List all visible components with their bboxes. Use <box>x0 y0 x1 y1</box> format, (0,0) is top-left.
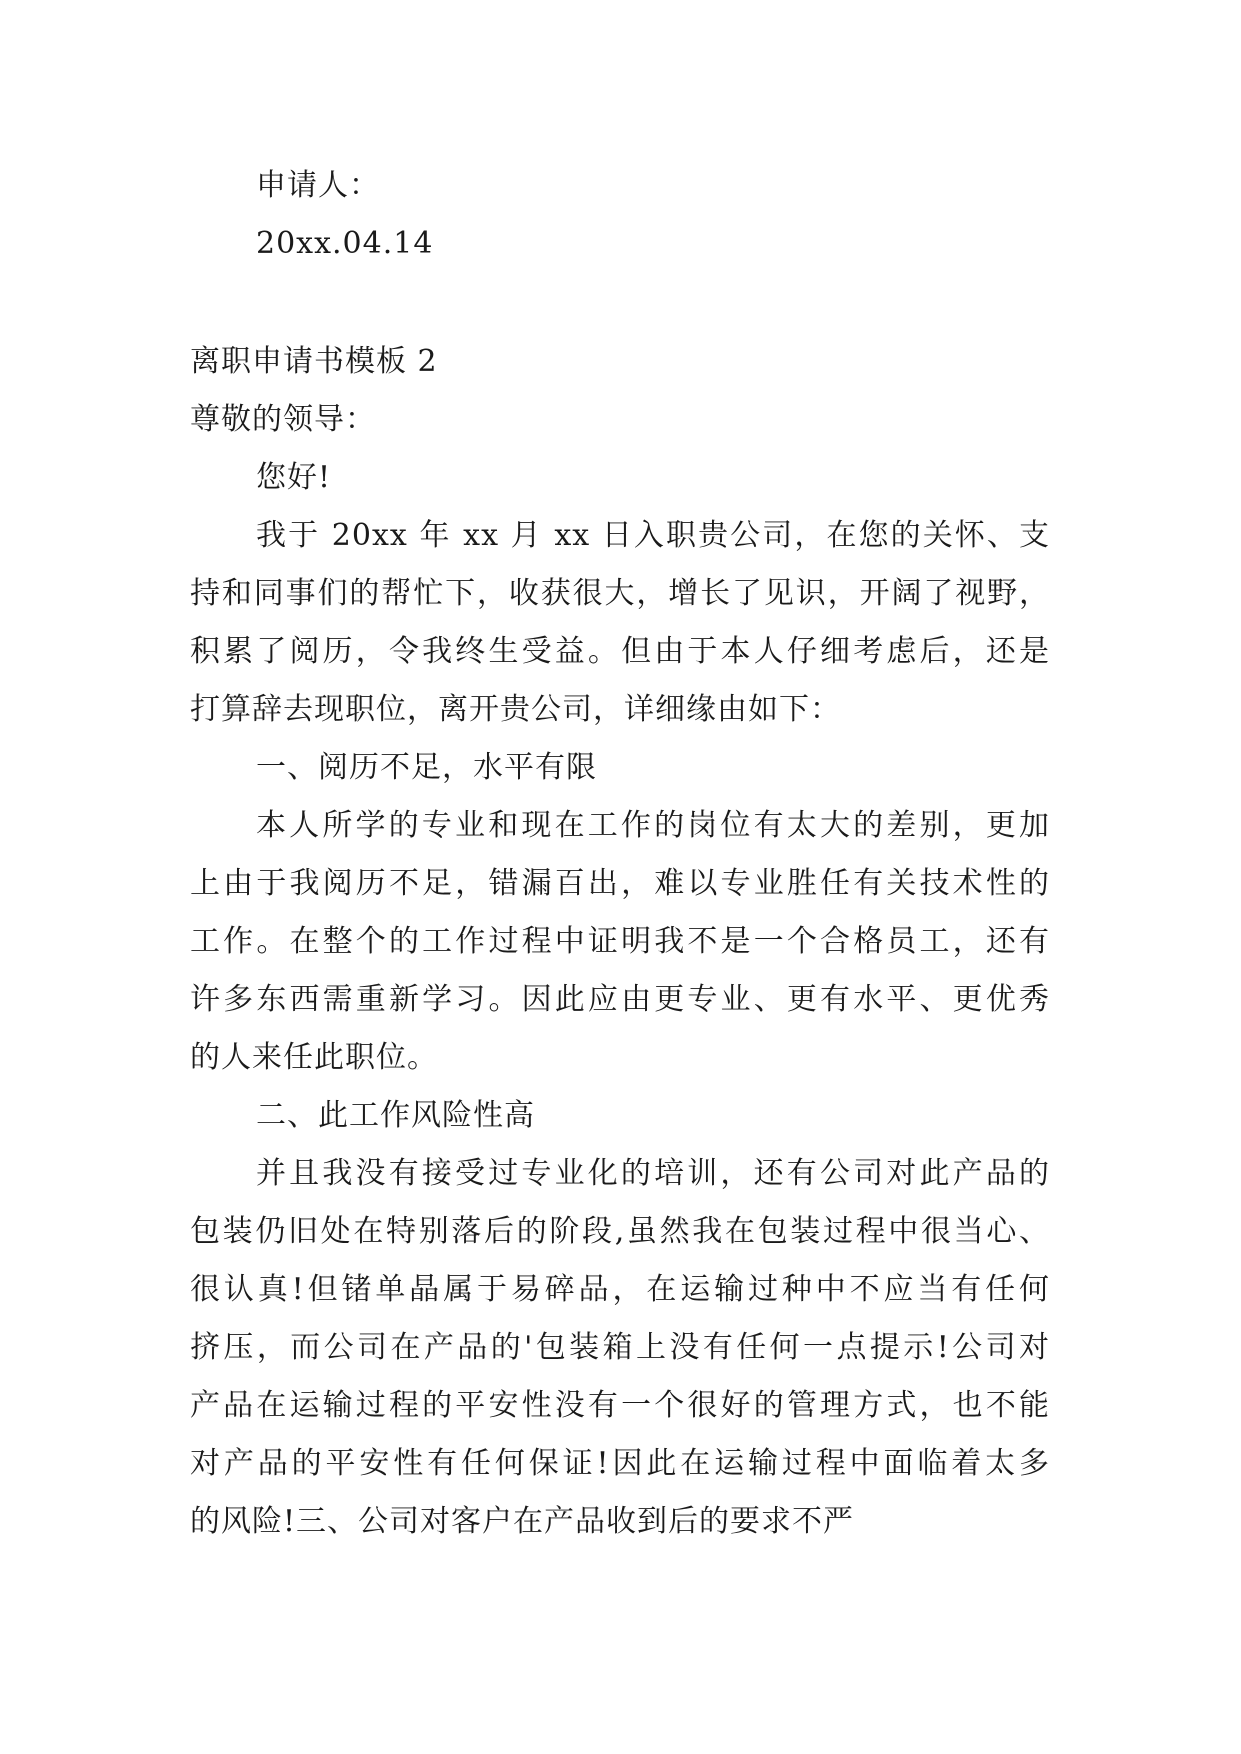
paragraph-line: 我于 20xx 年 xx 月 xx 日入职贵公司，在您的关怀、支 <box>256 518 1050 553</box>
paragraph-line: 工作。在整个的工作过程中证明我不是一个合格员工，还有 <box>190 924 1050 959</box>
paragraph-line: 持和同事们的帮忙下，收获很大，增长了见识，开阔了视野， <box>190 576 1050 611</box>
paragraph-line: 很认真!但锗单晶属于易碎品，在运输过种中不应当有任何 <box>190 1272 1050 1307</box>
section-heading: 二、此工作风险性高 <box>256 1098 535 1133</box>
paragraph-line: 挤压，而公司在产品的'包装箱上没有任何一点提示!公司对 <box>190 1330 1050 1365</box>
paragraph-line: 上由于我阅历不足，错漏百出，难以专业胜任有关技术性的 <box>190 866 1050 901</box>
applicant-label: 申请人： <box>256 168 380 203</box>
paragraph-line: 产品在运输过程的平安性没有一个很好的管理方式，也不能 <box>190 1388 1050 1423</box>
section-heading: 一、阅历不足，水平有限 <box>256 750 597 785</box>
paragraph-line: 并且我没有接受过专业化的培训，还有公司对此产品的 <box>256 1156 1050 1191</box>
greeting: 您好! <box>256 460 332 495</box>
paragraph-line: 打算辞去现职位，离开贵公司，详细缘由如下： <box>190 692 841 727</box>
letter-title: 离职申请书模板 2 <box>190 344 438 379</box>
paragraph-line: 包装仍旧处在特别落后的阶段,虽然我在包装过程中很当心、 <box>190 1214 1050 1249</box>
paragraph-line: 本人所学的专业和现在工作的岗位有太大的差别，更加 <box>256 808 1050 843</box>
signature-date: 20xx.04.14 <box>256 226 434 261</box>
paragraph-line: 积累了阅历，令我终生受益。但由于本人仔细考虑后，还是 <box>190 634 1050 669</box>
paragraph-line: 对产品的平安性有任何保证!因此在运输过程中面临着太多 <box>190 1446 1050 1481</box>
paragraph-line: 的风险!三、公司对客户在产品收到后的要求不严 <box>190 1504 855 1539</box>
paragraph-line: 许多东西需重新学习。因此应由更专业、更有水平、更优秀 <box>190 982 1050 1017</box>
paragraph-line: 的人来任此职位。 <box>190 1040 438 1075</box>
salutation: 尊敬的领导： <box>190 402 376 437</box>
